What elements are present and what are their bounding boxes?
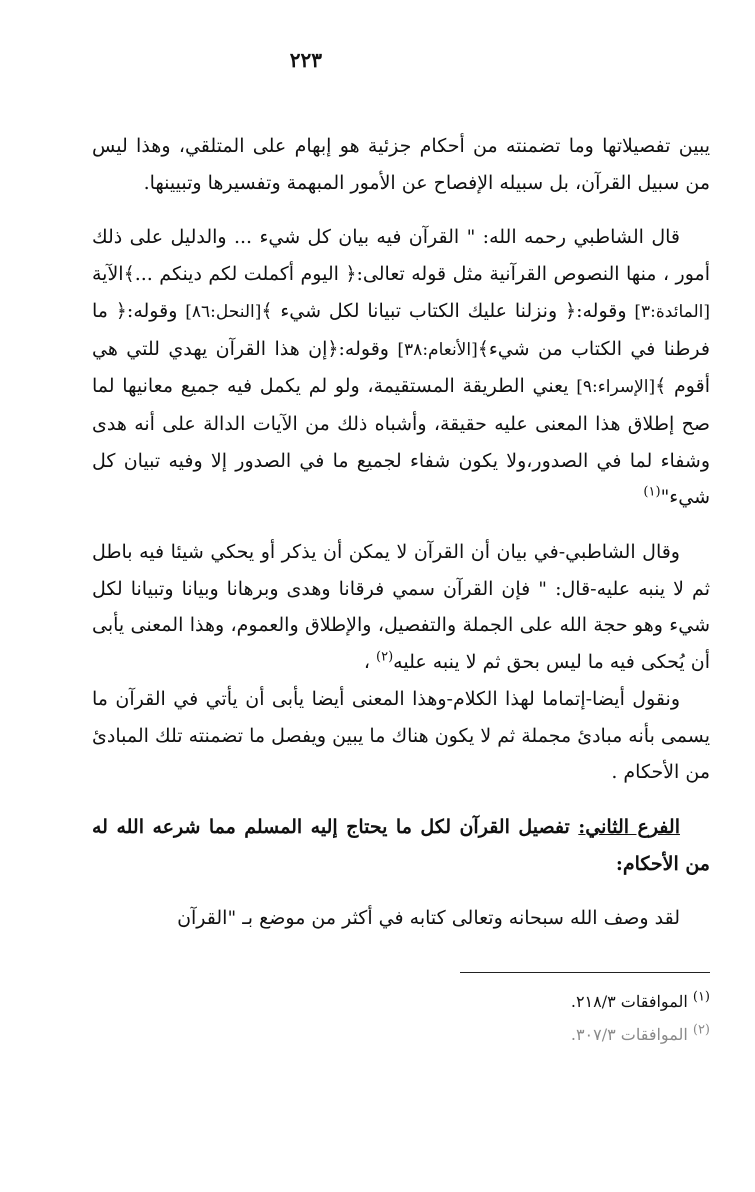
footnote-marker: (١) <box>643 485 661 500</box>
paragraph-1: يبين تفصيلاتها وما تضمنته من أحكام جزئية هو إبهام على المتلقي، وهذا ليس من سبيل القرآن، بل سبيله الإفصاح عن الأمور المبهمة وتفسيرها وتبيينها. <box>92 135 710 194</box>
footnote-divider <box>460 972 710 973</box>
verse-reference: [الأنعام:٣٨] <box>397 339 478 360</box>
verse-reference: [الإسراء:٩] <box>576 377 656 398</box>
section-heading <box>92 809 710 882</box>
section-heading-text: تفصيل القرآن لكل ما يحتاج إليه المسلم مما شرعه الله له من الأحكام: <box>92 815 710 875</box>
paragraph-3-shatibi-quote <box>92 534 710 681</box>
footnotes <box>400 985 710 1051</box>
main-text <box>92 128 710 937</box>
footnote-marker: (٢) <box>692 1022 710 1038</box>
verse-reference: [النحل:٨٦] <box>185 301 262 322</box>
quote-text-part-d: وقوله:﴿إن هذا القرآن يهدي للتي هي أقوم ﴾ <box>92 337 710 398</box>
verse-reference: [المائدة:٣] <box>634 301 710 322</box>
section-heading-label: الفرع الثاني: <box>578 815 680 838</box>
quote-text-part-c: وقوله:﴿ ما فرطنا في الكتاب من شيء﴾ <box>92 299 710 360</box>
footnote-text: الموافقات ٢١٨/٣. <box>570 992 693 1011</box>
footnote-marker: (٢) <box>376 649 394 665</box>
paragraph-4: ونقول أيضا-إتماما لهذا الكلام-وهذا المعنى أيضا يأبى أن يأتي في القرآن ما يسمى بأنه مبادئ مجملة ثم لا يكون هناك ما يبين ويفصل ما تضمنته تلك المبادئ من الأحكام . <box>92 687 710 784</box>
footnote-marker: (١) <box>692 989 710 1005</box>
paragraph-2-shatibi-quote <box>92 219 710 516</box>
quote-text-part-a: قال الشاطبي رحمه الله: " القرآن فيه بيان كل شيء ... والدليل على ذلك أمور ، منها النصوص القرآنية مثل قوله تعالى:﴿ اليوم أكملت لكم دينكم ...﴾الآية <box>92 226 710 286</box>
footnote-2 <box>400 1018 710 1051</box>
quote-text-part-a: وقال الشاطبي-في بيان أن القرآن لا يمكن أن يذكر أو يحكي شيئا فيه باطل ثم لا ينبه عليه-قال: " فإن القرآن سمي فرقانا وهدى وبرهانا وبيانا وتبيانا لكل شيء وهو حجة الله على الجملة والتفصيل، والإطلاق والعموم، وهذا المعنى يأبى أن يُحكى فيه ما ليس بحق ثم لا ينبه عليه <box>92 541 710 674</box>
footnote-text: الموافقات ٣٠٧/٣. <box>570 1025 693 1044</box>
quote-text-part-e: يعني الطريقة المستقيمة، ولو لم يكمل فيه جميع معانيها لما صح إطلاق هذا المعنى عليه حقيقة، وأشباه ذلك من الآيات الدالة على أنه هدى وشفاء لما في الصدور،ولا يكون شفاء لجميع ما في الصدور إلا وفيه تبيان كل شيء" <box>92 375 710 509</box>
page-number: ٢٢٣ <box>289 48 322 72</box>
footnote-1 <box>400 985 710 1018</box>
paragraph-6: لقد وصف الله سبحانه وتعالى كتابه في أكثر من موضع بـ "القرآن <box>177 907 680 930</box>
quote-text-part-b: وقوله:﴿ ونزلنا عليك الكتاب تبيانا لكل شيء ﴾ <box>261 299 635 322</box>
quote-text-part-b: ، <box>363 651 377 674</box>
